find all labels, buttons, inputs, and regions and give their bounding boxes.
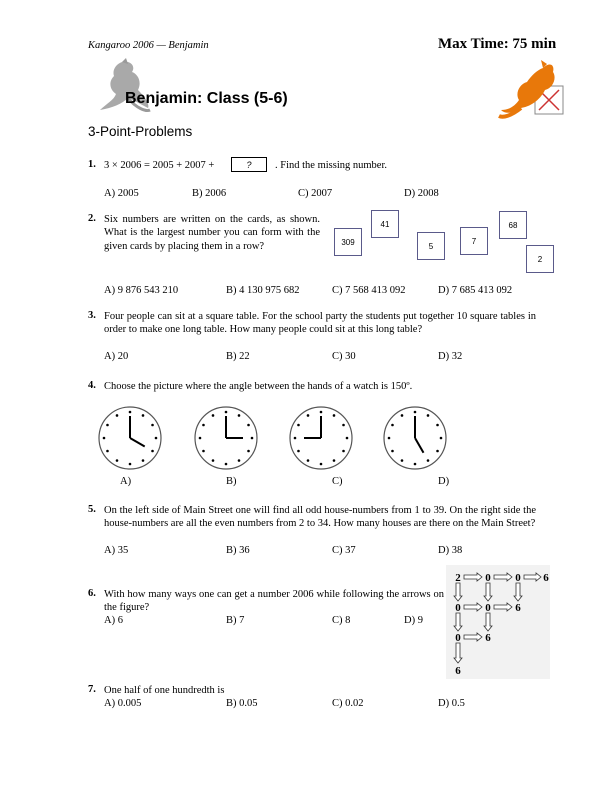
- q1-text-after: . Find the missing number.: [275, 160, 388, 171]
- clock-tick: [440, 437, 443, 440]
- q5-option-c[interactable]: C) 37: [332, 545, 356, 556]
- down-arrow: [514, 583, 522, 601]
- q7-option-d[interactable]: D) 0.5: [438, 698, 465, 709]
- clock-tick: [202, 450, 205, 453]
- clock-b-icon[interactable]: [193, 405, 259, 471]
- clock-tick: [142, 414, 145, 417]
- down-arrow: [454, 643, 462, 663]
- card-5: 5: [417, 232, 445, 260]
- clock-tick: [333, 414, 336, 417]
- clock-tick: [106, 424, 109, 427]
- section-heading: 3-Point-Problems: [88, 124, 193, 139]
- q5-text: On the left side of Main Street one will find all odd house-numbers from 1 to 39. On the right side the house-numbers are all the even numbers from 2 to 34. How many houses are there on the Main Street?: [104, 505, 536, 530]
- q2-text: Six numbers are written on the cards, as shown. What is the largest number you can form with the given cards by placing them in a row?: [104, 214, 320, 252]
- q1-text-before: 3 × 2006 = 2005 + 2007 +: [104, 160, 215, 171]
- q1-option-a[interactable]: A) 2005: [104, 188, 139, 199]
- q4-number: 4.: [88, 380, 96, 391]
- q4-option-c[interactable]: C): [332, 476, 343, 487]
- q4-option-b[interactable]: B): [226, 476, 237, 487]
- q4-option-a[interactable]: A): [120, 476, 132, 487]
- clock-tick: [151, 424, 154, 427]
- q6-option-c[interactable]: C) 8: [332, 615, 351, 626]
- clock-tick: [103, 437, 106, 440]
- clock-tick: [333, 459, 336, 462]
- q5-option-d[interactable]: D) 38: [438, 545, 463, 556]
- q2-option-d[interactable]: D) 7 685 413 092: [438, 285, 513, 296]
- clock-tick: [346, 437, 349, 440]
- clock-tick: [212, 414, 215, 417]
- clock-tick: [212, 459, 215, 462]
- clock-tick: [155, 437, 158, 440]
- card-2: 2: [526, 245, 554, 273]
- clock-tick: [427, 414, 430, 417]
- right-arrow: [464, 633, 482, 641]
- q2-option-b[interactable]: B) 4 130 975 682: [226, 285, 300, 296]
- q6-option-b[interactable]: B) 7: [226, 615, 245, 626]
- clock-tick: [247, 450, 250, 453]
- down-arrow: [454, 613, 462, 631]
- clock-tick: [307, 459, 310, 462]
- q1-missing-box: ?: [231, 157, 267, 172]
- right-arrow: [524, 573, 541, 581]
- clock-tick: [436, 450, 439, 453]
- diagram-node: 0: [485, 602, 491, 614]
- clock-tick: [307, 414, 310, 417]
- page-title: Benjamin: Class (5-6): [125, 90, 288, 107]
- q7-number: 7.: [88, 684, 96, 695]
- right-arrow: [464, 573, 482, 581]
- q2-option-a[interactable]: A) 9 876 543 210: [104, 285, 179, 296]
- diagram-node: 2: [455, 572, 461, 584]
- clock-tick: [297, 424, 300, 427]
- diagram-node: 0: [455, 632, 461, 644]
- q1-option-c[interactable]: C) 2007: [298, 188, 333, 199]
- q2-option-c[interactable]: C) 7 568 413 092: [332, 285, 406, 296]
- q7-option-a[interactable]: A) 0.005: [104, 698, 142, 709]
- clock-tick: [401, 459, 404, 462]
- clock-tick: [294, 437, 297, 440]
- card-68: 68: [499, 211, 527, 239]
- q5-number: 5.: [88, 504, 96, 515]
- right-arrow: [464, 603, 482, 611]
- clock-tick: [388, 437, 391, 440]
- clock-tick: [427, 459, 430, 462]
- right-arrow: [494, 573, 512, 581]
- down-arrow: [484, 613, 492, 631]
- clock-tick: [129, 463, 132, 466]
- q1-option-d[interactable]: D) 2008: [404, 188, 439, 199]
- q3-option-b[interactable]: B) 22: [226, 351, 250, 362]
- q6-text: With how many ways one can get a number 2006 while following the arrows on the figure?: [104, 589, 444, 614]
- clock-tick: [199, 437, 202, 440]
- q3-option-c[interactable]: C) 30: [332, 351, 356, 362]
- clock-tick: [401, 414, 404, 417]
- q2-number: 2.: [88, 213, 96, 224]
- clock-tick: [238, 414, 241, 417]
- q3-option-d[interactable]: D) 32: [438, 351, 463, 362]
- clock-tick: [129, 411, 132, 414]
- clock-tick: [320, 463, 323, 466]
- diagram-node: 6: [455, 665, 461, 677]
- clock-tick: [342, 424, 345, 427]
- q7-text: One half of one hundredth is: [104, 685, 225, 696]
- clock-tick: [116, 459, 119, 462]
- q5-option-b[interactable]: B) 36: [226, 545, 250, 556]
- q7-option-b[interactable]: B) 0.05: [226, 698, 258, 709]
- clock-tick: [106, 450, 109, 453]
- q6-option-d[interactable]: D) 9: [404, 615, 423, 626]
- diagram-node: 6: [515, 602, 521, 614]
- q1-number: 1.: [88, 159, 96, 170]
- arrow-diagram-svg: [446, 565, 550, 679]
- card-7: 7: [460, 227, 488, 255]
- clock-tick: [320, 411, 323, 414]
- clock-tick: [142, 459, 145, 462]
- clock-tick: [391, 450, 394, 453]
- clock-tick: [414, 411, 417, 414]
- clock-d-icon[interactable]: [382, 405, 448, 471]
- diagram-node: 0: [455, 602, 461, 614]
- q3-number: 3.: [88, 310, 96, 321]
- kangaroo-logo-icon: [497, 58, 567, 122]
- down-arrow: [484, 583, 492, 601]
- clock-tick: [225, 463, 228, 466]
- clock-tick: [225, 411, 228, 414]
- q4-text: Choose the picture where the angle between the hands of a watch is 150º.: [104, 381, 413, 392]
- diagram-node: 6: [543, 572, 549, 584]
- q6-option-a[interactable]: A) 6: [104, 615, 123, 626]
- clock-tick: [116, 414, 119, 417]
- clock-tick: [251, 437, 254, 440]
- clock-tick: [342, 450, 345, 453]
- clock-tick: [238, 459, 241, 462]
- clock-tick: [202, 424, 205, 427]
- q1-option-b[interactable]: B) 2006: [192, 188, 227, 199]
- q7-option-c[interactable]: C) 0.02: [332, 698, 364, 709]
- card-309: 309: [334, 228, 362, 256]
- header-right: Max Time: 75 min: [438, 36, 557, 52]
- clock-tick: [436, 424, 439, 427]
- clock-c-icon[interactable]: [288, 405, 354, 471]
- diagram-node: 0: [485, 572, 491, 584]
- q3-option-a[interactable]: A) 20: [104, 351, 129, 362]
- q3-text: Four people can sit at a square table. For the school party the students put together 10 square tables in order to make one long table. How many people could sit at this long table?: [104, 311, 536, 336]
- clock-tick: [247, 424, 250, 427]
- header-left: Kangaroo 2006 — Benjamin: [88, 40, 209, 51]
- clock-tick: [297, 450, 300, 453]
- clock-tick: [391, 424, 394, 427]
- q4-option-d[interactable]: D): [438, 476, 450, 487]
- q5-option-a[interactable]: A) 35: [104, 545, 129, 556]
- down-arrow: [454, 583, 462, 601]
- diagram-node: 6: [485, 632, 491, 644]
- clock-a-icon[interactable]: [97, 405, 163, 471]
- clock-tick: [414, 463, 417, 466]
- q6-number: 6.: [88, 588, 96, 599]
- diagram-node: 0: [515, 572, 521, 584]
- clock-tick: [151, 450, 154, 453]
- right-arrow: [494, 603, 512, 611]
- card-41: 41: [371, 210, 399, 238]
